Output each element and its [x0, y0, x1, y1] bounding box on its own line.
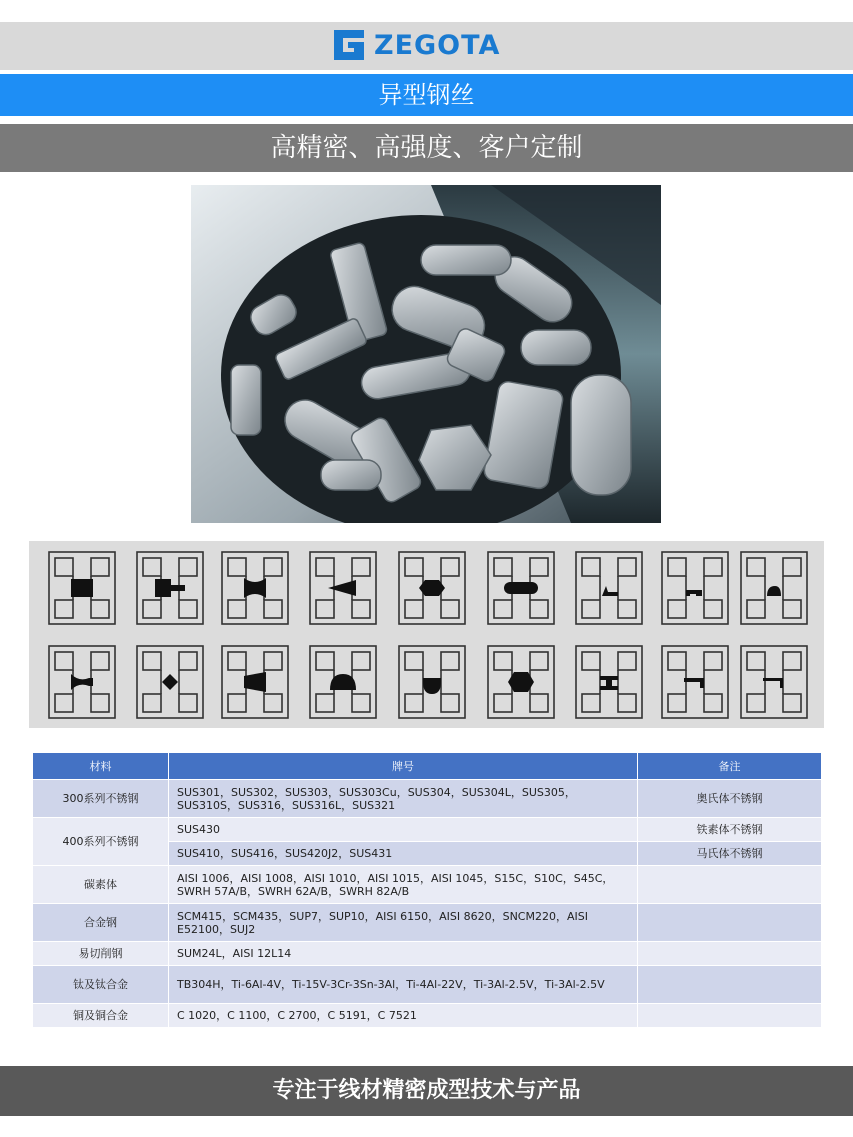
profile-shape-hex — [399, 552, 465, 624]
table-row — [33, 866, 822, 904]
profile-shape-hex2 — [488, 646, 554, 718]
note-cell: 奥氏体不锈钢 — [638, 780, 822, 818]
profile-shape-pill — [488, 552, 554, 624]
note-cell: 铁素体不锈钢 — [638, 818, 822, 842]
note-cell — [638, 866, 822, 904]
note-cell — [638, 966, 822, 1004]
grade-cell: AISI 1006，AISI 1008，AISI 1010，AISI 1015，AISI 1045，S15C，S10C，S45C，SWRH 57A/B，SWRH 62A/B，SWRH 82A/B — [169, 866, 638, 904]
banner-title: 异型钢丝 — [0, 74, 853, 116]
header-material: 材料 — [33, 753, 169, 780]
grade-cell: SUS410，SUS416，SUS420J2，SUS431 — [169, 842, 638, 866]
table-row — [33, 942, 822, 966]
table-header-row — [33, 753, 822, 780]
profile-shape-step — [662, 552, 728, 624]
logo-text: ZEGOTA — [374, 29, 501, 61]
note-cell — [638, 904, 822, 942]
table-row — [33, 904, 822, 942]
material-cell: 铜及铜合金 — [33, 1004, 169, 1028]
profile-shape-hook — [662, 646, 728, 718]
grade-cell: SUS430 — [169, 818, 638, 842]
grade-cell: C 1020，C 1100，C 2700，C 5191，C 7521 — [169, 1004, 638, 1028]
table-row — [33, 780, 822, 818]
table-row — [33, 966, 822, 1004]
profile-shape-hook2 — [741, 646, 807, 718]
footer-slogan: 专注于线材精密成型技术与产品 — [0, 1066, 853, 1116]
company-logo — [330, 26, 500, 64]
profile-shape-flare — [49, 646, 115, 718]
profile-shape-diamond — [137, 646, 203, 718]
grade-cell: TB304H，Ti-6Al-4V，Ti-15V-3Cr-3Sn-3Al，Ti-4Al-22V，Ti-3Al-2.5V，Ti-3Al-2.5V — [169, 966, 638, 1004]
table-row — [33, 818, 822, 842]
profile-shape-dome-small — [741, 552, 807, 624]
profile-shape-d-shape — [399, 646, 465, 718]
profile-shape-i-beam — [576, 646, 642, 718]
material-cell: 400系列不锈钢 — [33, 818, 169, 866]
grade-cell: SUS301，SUS302，SUS303，SUS303Cu，SUS304，SUS304L，SUS305，SUS310S，SUS316，SUS316L，SUS321 — [169, 780, 638, 818]
profile-shape-bar — [49, 552, 115, 624]
banner-subtitle: 高精密、高强度、客户定制 — [0, 124, 853, 172]
product-photo — [191, 185, 661, 523]
note-cell — [638, 942, 822, 966]
material-cell: 300系列不锈钢 — [33, 780, 169, 818]
material-cell: 合金钢 — [33, 904, 169, 942]
material-cell: 碳素体 — [33, 866, 169, 904]
profile-shape-semicircle — [310, 646, 376, 718]
zegota-logo-icon — [330, 26, 368, 64]
note-cell: 马氏体不锈钢 — [638, 842, 822, 866]
profile-shapes-diagram — [29, 541, 824, 728]
profile-shape-taper — [222, 646, 288, 718]
material-cell: 易切削钢 — [33, 942, 169, 966]
profile-shape-bar-tab — [137, 552, 203, 624]
profile-shape-waist — [222, 552, 288, 624]
table-row — [33, 1004, 822, 1028]
header-note: 备注 — [638, 753, 822, 780]
profile-shape-wedge — [310, 552, 376, 624]
header-grade: 牌号 — [169, 753, 638, 780]
profile-shape-tab-small — [576, 552, 642, 624]
profile-shapes-panel — [29, 541, 824, 728]
material-cell: 钛及钛合金 — [33, 966, 169, 1004]
material-spec-table — [32, 752, 822, 1028]
grade-cell: SCM415，SCM435，SUP7，SUP10，AISI 6150，AISI 8620，SNCM220，AISI E52100，SUJ2 — [169, 904, 638, 942]
grade-cell: SUM24L，AISI 12L14 — [169, 942, 638, 966]
note-cell — [638, 1004, 822, 1028]
